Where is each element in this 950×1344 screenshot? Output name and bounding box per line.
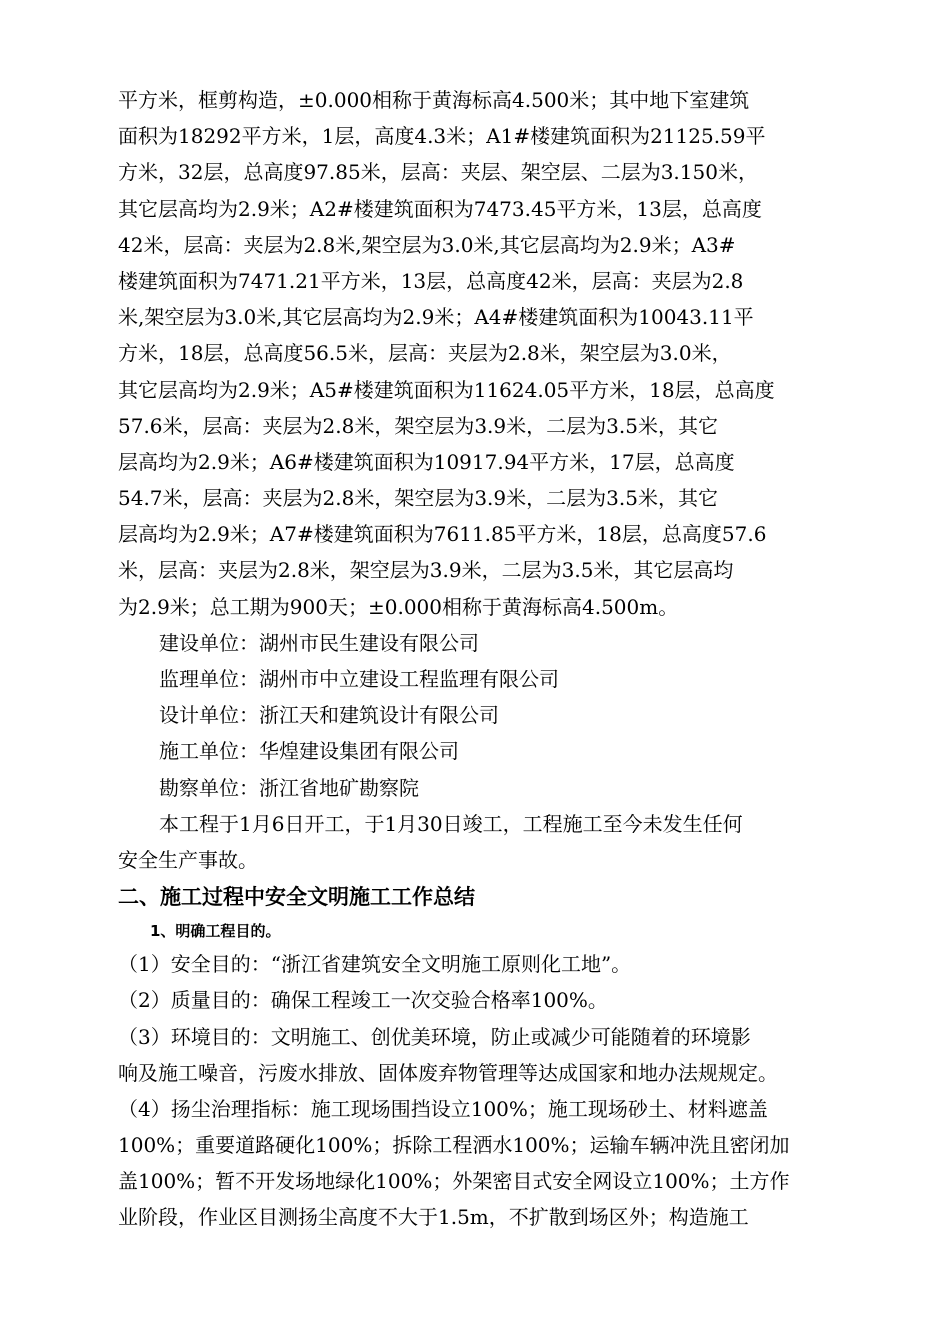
text-line: 安全生产事故。 [118,847,258,872]
dust-goal-line: 盖100%；暂不开发场地绿化100%；外架密目式安全网设立100%；土方作 [118,1169,790,1194]
section-heading: 二、施工过程中安全文明施工工作总结 [118,885,475,910]
text-line: 本工程于1月6日开工，于1月30日竣工，工程施工至今未发生任何 [159,811,743,836]
text-line: 层高均为2.9米；A6#楼建筑面积为10917.94平方米，17层，总高度 [118,449,735,474]
surveyor-unit: 勘察单位：浙江省地矿勘察院 [159,775,419,800]
text-line: 为2.9米；总工期为900天；±0.000相称于黄海标高4.500m。 [118,594,679,619]
environment-goal-line: 响及施工噪音，污废水排放、固体废弃物管理等达成国家和地办法规规定。 [118,1060,778,1085]
document-page [118,82,838,1236]
text-line: 其它层高均为2.9米；A2#楼建筑面积为7473.45平方米，13层，总高度 [118,196,762,221]
subsection-heading: 1、明确工程目的。 [150,922,281,941]
dust-goal-line: 业阶段，作业区目测扬尘高度不大于1.5m，不扩散到场区外；构造施工 [118,1205,749,1230]
project-overview-paragraph [118,82,838,625]
environment-goal-line: （3）环境目的：文明施工、创优美环境，防止或减少可能随着的环境影 [118,1024,751,1049]
text-line: 面积为18292平方米，1层，高度4.3米；A1#楼建筑面积为21125.59平 [118,124,766,149]
text-line: 米，层高：夹层为2.8米，架空层为3.9米，二层为3.5米，其它层高均 [118,558,734,583]
text-line: 平方米，框剪构造，±0.000相称于黄海标高4.500米；其中地下室建筑 [118,88,750,112]
constructor-unit: 施工单位：华煌建设集团有限公司 [159,739,459,764]
safety-goal: （1）安全目的：“浙江省建筑安全文明施工原则化工地”。 [118,952,632,977]
supervisor-unit: 监理单位：湖州市中立建设工程监理有限公司 [159,667,559,691]
text-line: 42米，层高：夹层为2.8米,架空层为3.0米,其它层高均为2.9米；A3# [118,232,736,257]
text-line: 层高均为2.9米；A7#楼建筑面积为7611.85平方米，18层，总高度57.6 [118,522,767,547]
text-line: 54.7米，层高：夹层为2.8米，架空层为3.9米，二层为3.5米，其它 [118,486,718,511]
completion-paragraph [118,806,838,878]
text-line: 米,架空层为3.0米,其它层高均为2.9米；A4#楼建筑面积为10043.11平 [118,305,754,330]
goals-list [118,946,838,1236]
text-line: 方米，32层，总高度97.85米，层高：夹层、架空层、二层为3.150米， [118,160,758,185]
builder-unit: 建设单位：湖州市民生建设有限公司 [159,630,479,655]
text-line: 方米，18层，总高度56.5米，层高：夹层为2.8米，架空层为3.0米， [118,341,732,366]
dust-goal-line: 100%；重要道路硬化100%；拆除工程洒水100%；运输车辆冲洗且密闭加 [118,1133,790,1158]
designer-unit: 设计单位：浙江天和建筑设计有限公司 [159,703,499,728]
quality-goal: （2）质量目的：确保工程竣工一次交验合格率100%。 [118,988,608,1013]
text-line: 楼建筑面积为7471.21平方米，13层，总高度42米，层高：夹层为2.8 [118,268,744,293]
participating-units [118,625,838,806]
dust-goal-line: （4）扬尘治理指标：施工现场围挡设立100%；施工现场砂土、材料遮盖 [118,1096,768,1121]
text-line: 57.6米，层高：夹层为2.8米，架空层为3.9米，二层为3.5米，其它 [118,413,718,438]
text-line: 其它层高均为2.9米；A5#楼建筑面积为11624.05平方米，18层，总高度 [118,377,775,402]
